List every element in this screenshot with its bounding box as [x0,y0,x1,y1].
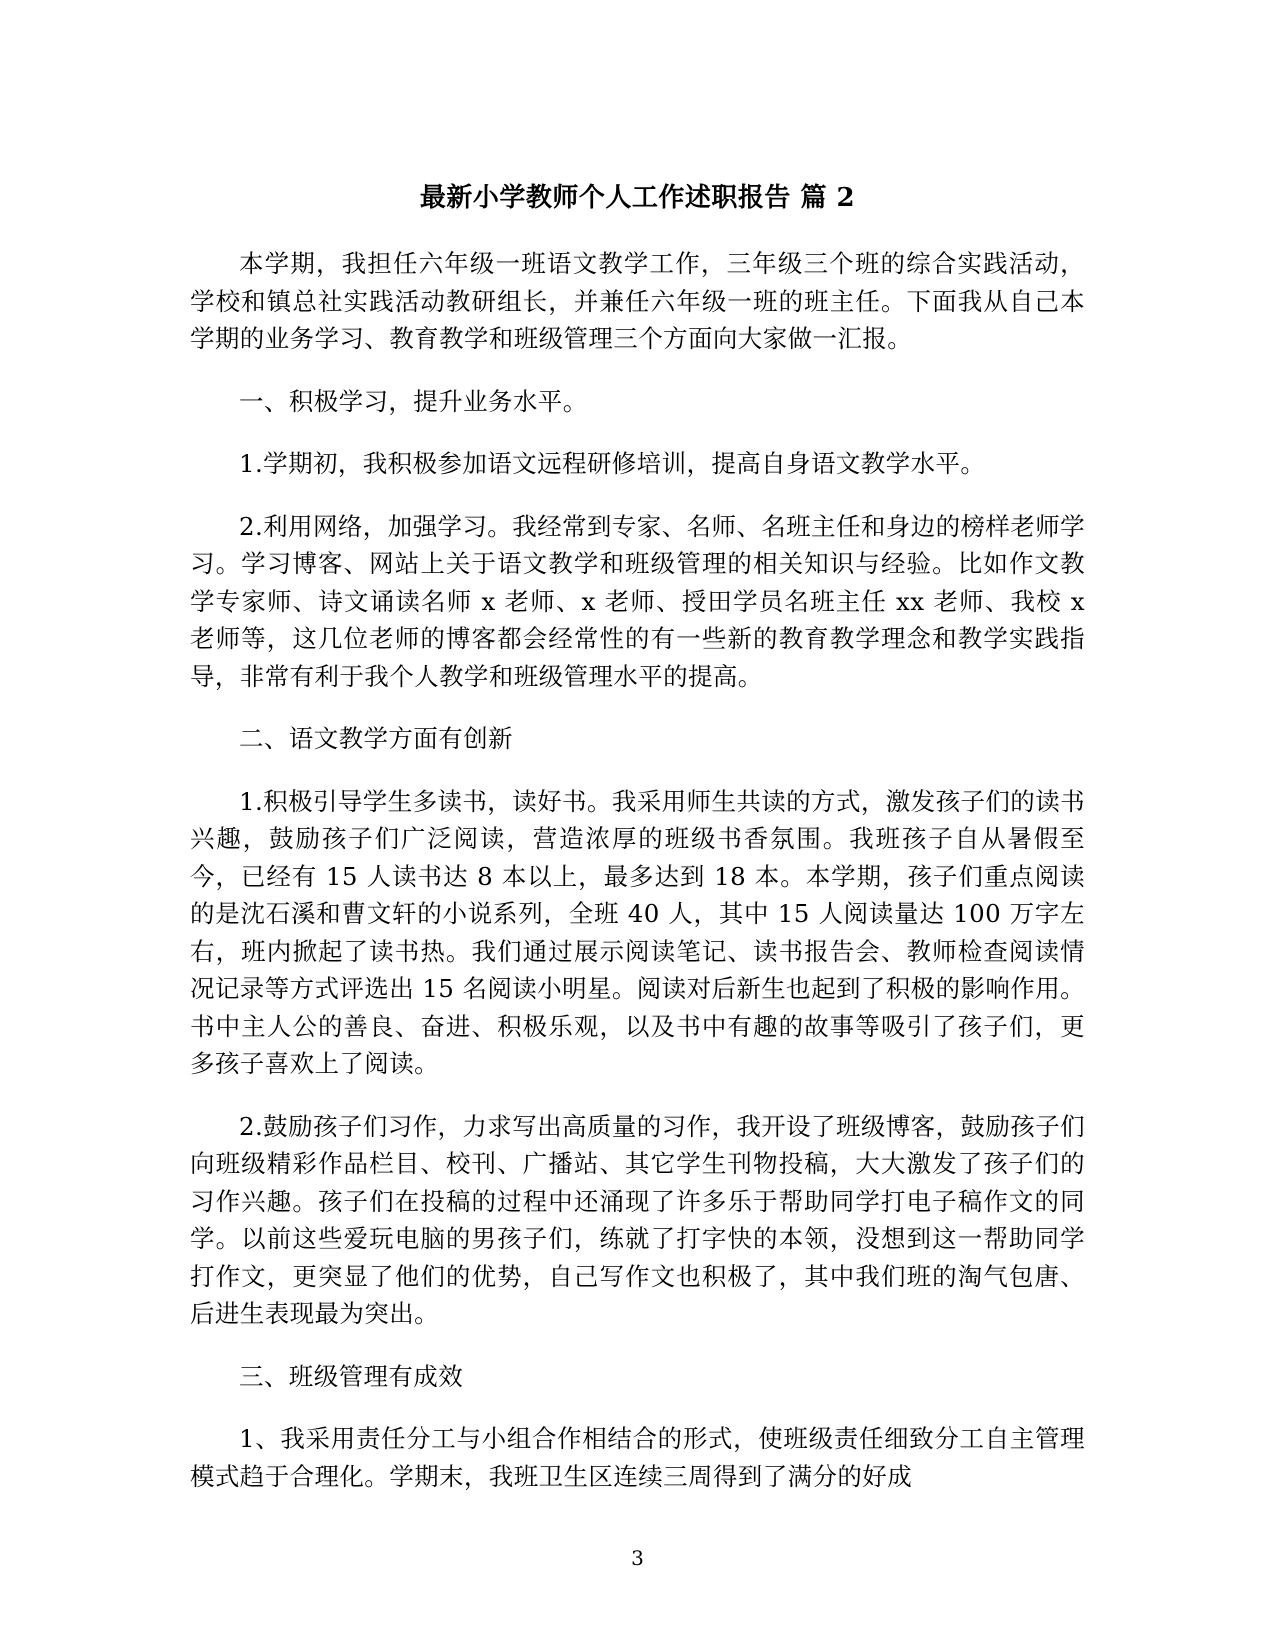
section-heading-1: 一、积极学习，提升业务水平。 [239,386,588,416]
page-number: 3 [631,1546,644,1570]
paragraph-1-2: 2.利用网络，加强学习。我经常到专家、名师、名班主任和身边的榜样老师学习。学习博客、网站上关于语文教学和班级管理的相关知识与经验。比如作文教学专家师、诗文诵读名师 x 老师、x 老师、授田学员名班主任 xx 老师、我校 x 老师等，这几位老师的博客都会经常性的有一些新的教育教学理念和教学实践指导，非常有利于我个人教学和班级管理水平的提高。 [190,511,1085,691]
paragraph-1-1: 1.学期初，我积极参加语文远程研修培训，提高自身语文教学水平。 [239,449,986,478]
section-heading-3: 三、班级管理有成效 [239,1361,464,1391]
paragraph-2-2: 2.鼓励孩子们习作，力求写出高质量的习作，我开设了班级博客，鼓励孩子们向班级精彩作品栏目、校刊、广播站、其它学生刊物投稿，大大激发了孩子们的习作兴趣。孩子们在投稿的过程中还涌现了许多乐于帮助同学打电子稿作文的同学。以前这些爱玩电脑的男孩子们，练就了打字快的本领，没想到这一帮助同学打作文，更突显了他们的优势，自己写作文也积极了，其中我们班的淘气包唐、后进生表现最为突出。 [190,1111,1085,1328]
paragraph-intro: 本学期，我担任六年级一班语文教学工作，三年级三个班的综合实践活动，学校和镇总社实践活动教研组长，并兼任六年级一班的班主任。下面我从自己本学期的业务学习、教育教学和班级管理三个方面向大家做一汇报。 [190,249,1085,353]
section-heading-2: 二、语文教学方面有创新 [239,724,513,753]
paragraph-2-1: 1.积极引导学生多读书，读好书。我采用师生共读的方式，激发孩子们的读书兴趣，鼓励孩子们广泛阅读，营造浓厚的班级书香氛围。我班孩子自从暑假至今，已经有 15 人读书达 8 本以上，最多达到 18 本。本学期，孩子们重点阅读的是沈石溪和曹文轩的小说系列，全班 40 人，其中 15 人阅读量达 100 万字左右，班内掀起了读书热。我们通过展示阅读笔记、读书报告会、教师检查阅读情况记录等方式评选出 15 名阅读小明星。阅读对后新生也起到了积极的影响作用。书中主人公的善良、奋进、积极乐观，以及书中有趣的故事等吸引了孩子们，更多孩子喜欢上了阅读。 [190,786,1085,1078]
paragraph-3-1: 1、我采用责任分工与小组合作相结合的形式，使班级责任细致分工自主管理模式趋于合理化。学期末，我班卫生区连续三周得到了满分的好成 [190,1424,1085,1491]
document-title: 最新小学教师个人工作述职报告 篇 2 [419,183,856,213]
document-body [190,245,1085,1520]
